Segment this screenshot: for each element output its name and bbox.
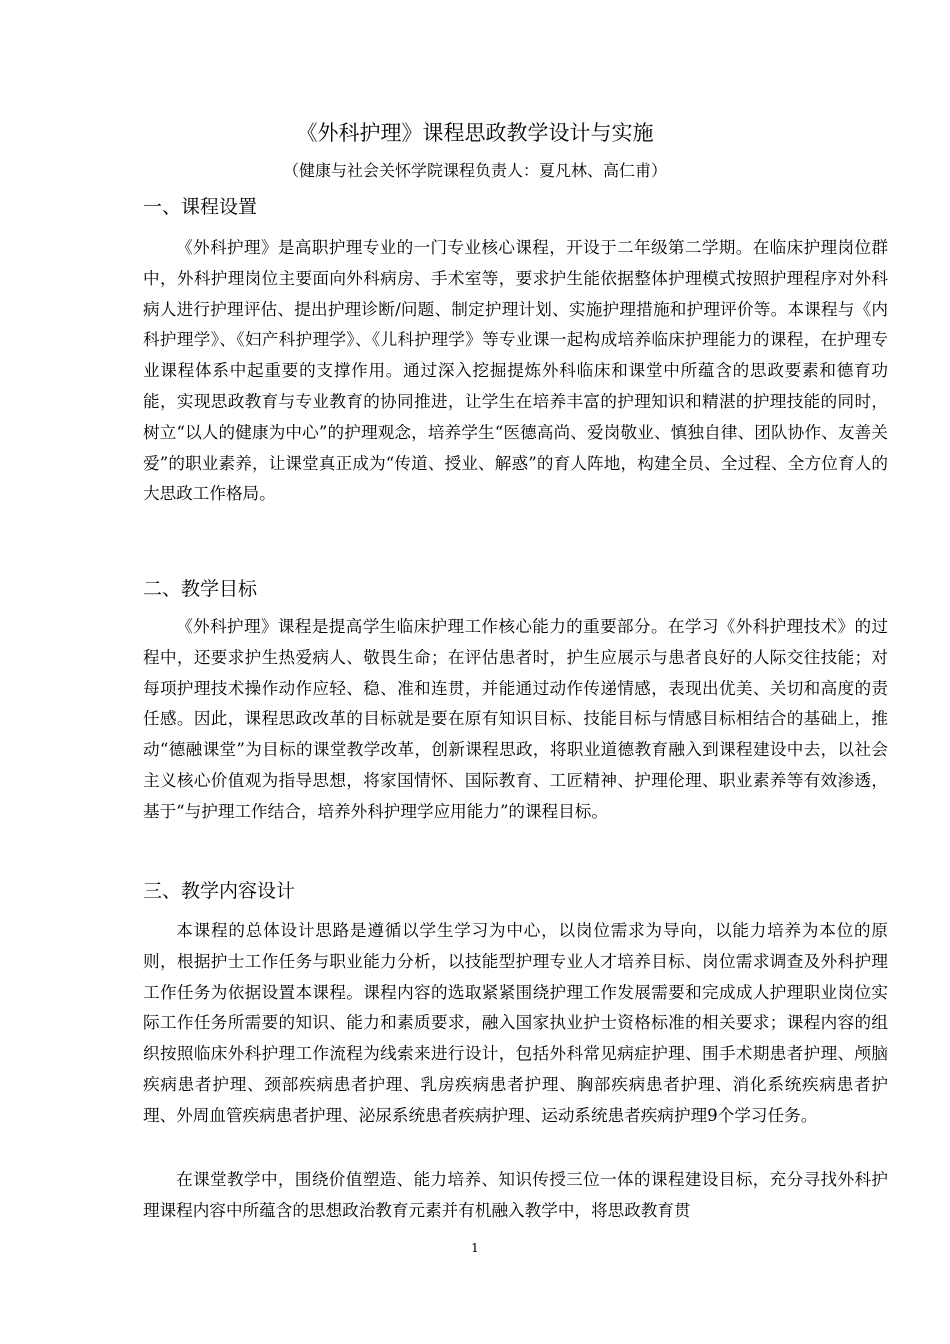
section-paragraph: 本课程的总体设计思路是遵循以学生学习为中心，以岗位需求为导向，以能力培养为本位的原则，根据护士工作任务与职业能力分析，以技能型护理专业人才培养目标、岗位需求调查及外科护理工作任务为依据设置本课程。课程内容的选取紧紧围绕护理工作发展需要和完成成人护理职业岗位实际工作任务所需要的知识、能力和素质要求，融入国家执业护士资格标准的相关要求；课程内容的组织按照临床外科护理工作流程为线索来进行设计，包括外科常见病症护理、围手术期患者护理、颅脑疾病患者护理、颈部疾病患者护理、乳房疾病患者护理、胸部疾病患者护理、消化系统疾病患者护理、外周血管疾病患者护理、泌尿系统患者疾病护理、运动系统患者疾病护理9个学习任务。 — [143, 921, 888, 1125]
document-title: 《外科护理》课程思政教学设计与实施 — [296, 121, 654, 145]
section-paragraph: 在课堂教学中，围绕价值塑造、能力培养、知识传授三位一体的课程建设目标，充分寻找外科护理课程内容中所蕴含的思想政治教育元素并有机融入教学中，将思政教育贯 — [143, 1170, 888, 1220]
section-heading-course-setting: 一、课程设置 — [143, 196, 258, 218]
section-heading-teaching-goals: 二、教学目标 — [143, 578, 258, 600]
document-subtitle: （健康与社会关怀学院课程负责人：夏凡林、高仁甫） — [282, 161, 667, 180]
section-paragraph: 《外科护理》是高职护理专业的一门专业核心课程，开设于二年级第二学期。在临床护理岗位群中，外科护理岗位主要面向外科病房、手术室等，要求护生能依据整体护理模式按照护理程序对外科病人进行护理评估、提出护理诊断/问题、制定护理计划、实施护理措施和护理评价等。本课程与《内科护理学》、《妇产科护理学》、《儿科护理学》等专业课一起构成培养临床护理能力的课程，在护理专业课程体系中起重要的支撑作用。通过深入挖掘提炼外科临床和课堂中所蕴含的思政要素和德育功能，实现思政教育与专业教育的协同推进，让学生在培养丰富的护理知识和精湛的护理技能的同时，树立“以人的健康为中心”的护理观念，培养学生“医德高尚、爱岗敬业、慎独自律、团队协作、友善关爱”的职业素养，让课堂真正成为“传道、授业、解惑”的育人阵地，构建全员、全过程、全方位育人的大思政工作格局。 — [143, 238, 888, 504]
page-number: 1 — [471, 1241, 479, 1255]
section-heading-content-design: 三、教学内容设计 — [143, 880, 296, 902]
section-paragraph: 《外科护理》课程是提高学生临床护理工作核心能力的重要部分。在学习《外科护理技术》的过程中，还要求护生热爱病人、敬畏生命；在评估患者时，护生应展示与患者良好的人际交往技能；对每项护理技术操作动作应轻、稳、准和连贯，并能通过动作传递情感，表现出优美、关切和高度的责任感。因此，课程思政改革的目标就是要在原有知识目标、技能目标与情感目标相结合的基础上，推动“德融课堂”为目标的课堂教学改革，创新课程思政，将职业道德教育融入到课程建设中去，以社会主义核心价值观为指导思想，将家国情怀、国际教育、工匠精神、护理伦理、职业素养等有效渗透，基于“与护理工作结合，培养外科护理学应用能力”的课程目标。 — [143, 617, 888, 821]
